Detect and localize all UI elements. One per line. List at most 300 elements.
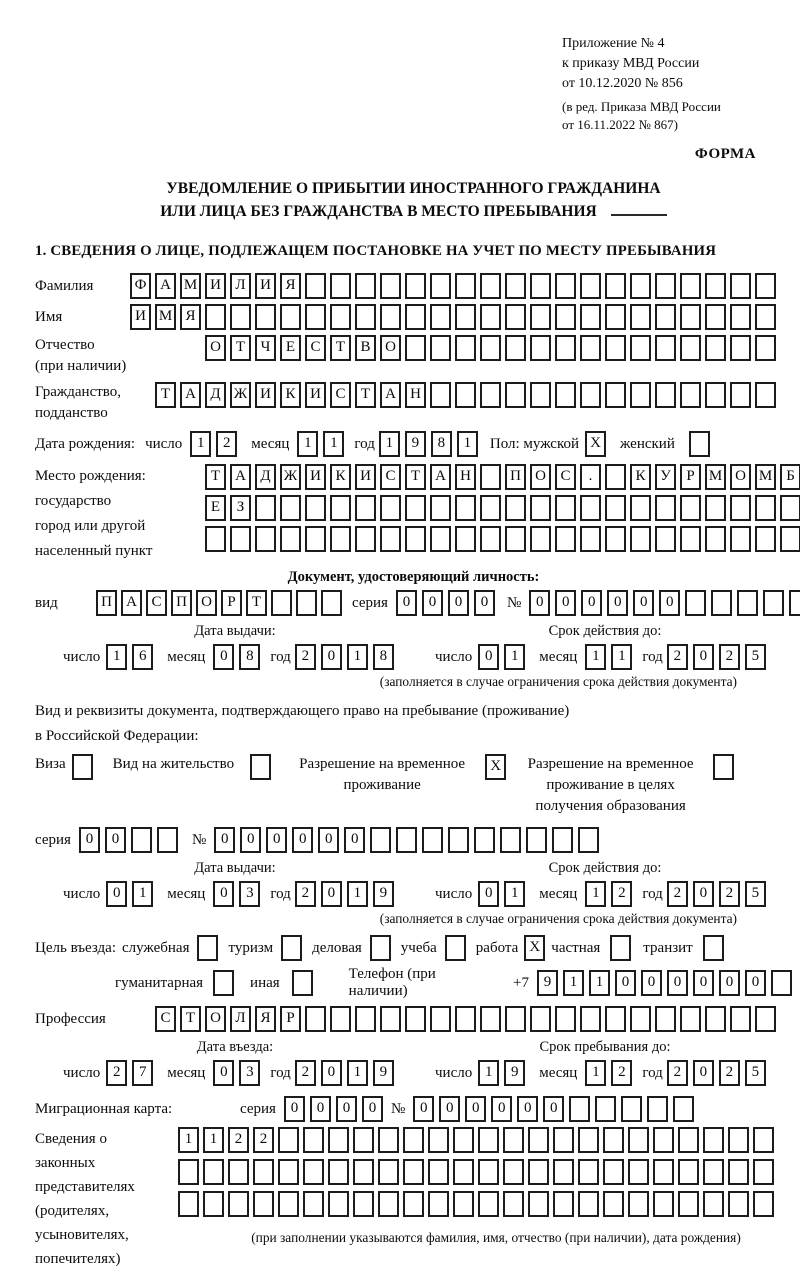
char-cell[interactable] — [680, 335, 701, 361]
char-cell[interactable]: 0 — [439, 1096, 460, 1122]
char-cell[interactable]: И — [255, 382, 276, 408]
char-cell[interactable]: В — [355, 335, 376, 361]
char-cell[interactable]: О — [380, 335, 401, 361]
char-cell[interactable] — [455, 495, 476, 521]
char-cell[interactable]: 2 — [611, 881, 632, 907]
char-cell[interactable] — [278, 1127, 299, 1153]
char-cell[interactable] — [780, 495, 800, 521]
char-cell[interactable] — [730, 1006, 751, 1032]
char-cell[interactable]: 0 — [321, 1060, 342, 1086]
char-cell[interactable]: 0 — [240, 827, 261, 853]
char-cell[interactable] — [255, 495, 276, 521]
char-cell[interactable] — [580, 526, 601, 552]
char-cell[interactable]: Ф — [130, 273, 151, 299]
char-cell[interactable] — [430, 335, 451, 361]
char-cell[interactable]: 9 — [373, 881, 394, 907]
char-cell[interactable] — [500, 827, 521, 853]
char-cell[interactable] — [580, 335, 601, 361]
char-cell[interactable]: 1 — [132, 881, 153, 907]
char-cell[interactable] — [630, 273, 651, 299]
char-cell[interactable]: 2 — [719, 1060, 740, 1086]
char-cell[interactable] — [528, 1191, 549, 1217]
char-cell[interactable] — [305, 495, 326, 521]
char-cell[interactable] — [505, 526, 526, 552]
char-cell[interactable] — [555, 304, 576, 330]
char-cell[interactable] — [621, 1096, 642, 1122]
char-cell[interactable]: 2 — [667, 1060, 688, 1086]
char-cell[interactable] — [405, 273, 426, 299]
char-cell[interactable] — [605, 273, 626, 299]
char-cell[interactable] — [430, 495, 451, 521]
char-cell[interactable]: 5 — [745, 644, 766, 670]
char-cell[interactable]: 1 — [585, 644, 606, 670]
char-cell[interactable]: Я — [255, 1006, 276, 1032]
char-cell[interactable] — [553, 1191, 574, 1217]
char-cell[interactable] — [405, 304, 426, 330]
char-cell[interactable] — [131, 827, 152, 853]
char-cell[interactable] — [228, 1191, 249, 1217]
char-cell[interactable] — [605, 304, 626, 330]
char-cell[interactable] — [655, 335, 676, 361]
char-cell[interactable]: 0 — [581, 590, 602, 616]
char-cell[interactable]: 2 — [719, 881, 740, 907]
char-cell[interactable]: 0 — [344, 827, 365, 853]
char-cell[interactable]: Е — [205, 495, 226, 521]
char-cell[interactable] — [405, 335, 426, 361]
char-cell[interactable] — [505, 304, 526, 330]
char-cell[interactable] — [655, 1006, 676, 1032]
char-cell[interactable]: С — [305, 335, 326, 361]
char-cell[interactable]: Ж — [280, 464, 301, 490]
char-cell[interactable] — [303, 1191, 324, 1217]
char-cell[interactable]: 1 — [297, 431, 318, 457]
char-cell[interactable] — [305, 273, 326, 299]
char-cell[interactable] — [355, 526, 376, 552]
char-cell[interactable] — [680, 495, 701, 521]
char-cell[interactable]: 0 — [213, 881, 234, 907]
char-cell[interactable] — [755, 495, 776, 521]
char-cell[interactable] — [405, 1006, 426, 1032]
char-cell[interactable]: 0 — [745, 970, 766, 996]
char-cell[interactable]: 0 — [413, 1096, 434, 1122]
char-cell[interactable]: 0 — [555, 590, 576, 616]
char-cell[interactable] — [655, 495, 676, 521]
char-cell[interactable] — [630, 382, 651, 408]
char-cell[interactable] — [530, 273, 551, 299]
char-cell[interactable] — [330, 1006, 351, 1032]
char-cell[interactable]: 1 — [563, 970, 584, 996]
char-cell[interactable] — [630, 335, 651, 361]
char-cell[interactable] — [680, 1006, 701, 1032]
char-cell[interactable] — [380, 273, 401, 299]
char-cell[interactable] — [680, 382, 701, 408]
char-cell[interactable] — [430, 526, 451, 552]
char-cell[interactable]: 9 — [373, 1060, 394, 1086]
char-cell[interactable]: . — [580, 464, 601, 490]
char-cell[interactable] — [555, 526, 576, 552]
char-cell[interactable] — [330, 304, 351, 330]
char-cell[interactable]: Т — [355, 382, 376, 408]
char-cell[interactable]: 0 — [266, 827, 287, 853]
char-cell[interactable] — [530, 1006, 551, 1032]
char-cell[interactable]: 2 — [667, 644, 688, 670]
char-cell[interactable] — [230, 526, 251, 552]
char-cell[interactable]: 9 — [405, 431, 426, 457]
char-cell[interactable] — [763, 590, 784, 616]
char-cell[interactable]: 1 — [457, 431, 478, 457]
char-cell[interactable] — [205, 304, 226, 330]
char-cell[interactable] — [630, 526, 651, 552]
char-cell[interactable]: 0 — [543, 1096, 564, 1122]
char-cell[interactable] — [755, 335, 776, 361]
char-cell[interactable]: 1 — [347, 881, 368, 907]
char-cell[interactable] — [353, 1127, 374, 1153]
char-cell[interactable]: 2 — [228, 1127, 249, 1153]
char-cell[interactable]: 2 — [295, 644, 316, 670]
char-cell[interactable] — [380, 495, 401, 521]
char-cell[interactable] — [480, 526, 501, 552]
char-cell[interactable] — [628, 1191, 649, 1217]
char-cell[interactable]: Т — [330, 335, 351, 361]
char-cell[interactable]: Б — [780, 464, 800, 490]
char-cell[interactable] — [305, 304, 326, 330]
char-cell[interactable] — [255, 526, 276, 552]
char-cell[interactable]: С — [380, 464, 401, 490]
char-cell[interactable] — [580, 273, 601, 299]
char-cell[interactable]: Т — [205, 464, 226, 490]
char-cell[interactable]: 0 — [284, 1096, 305, 1122]
char-cell[interactable] — [530, 382, 551, 408]
char-cell[interactable]: М — [180, 273, 201, 299]
char-cell[interactable]: 2 — [667, 881, 688, 907]
char-cell[interactable]: 0 — [607, 590, 628, 616]
char-cell[interactable]: 1 — [347, 1060, 368, 1086]
char-cell[interactable] — [630, 1006, 651, 1032]
char-cell[interactable]: 1 — [190, 431, 211, 457]
char-cell[interactable]: 9 — [504, 1060, 525, 1086]
char-cell[interactable] — [630, 495, 651, 521]
char-cell[interactable] — [580, 1006, 601, 1032]
char-cell[interactable] — [503, 1127, 524, 1153]
char-cell[interactable] — [396, 827, 417, 853]
char-cell[interactable] — [780, 526, 800, 552]
char-cell[interactable] — [455, 382, 476, 408]
char-cell[interactable]: З — [230, 495, 251, 521]
char-cell[interactable] — [678, 1127, 699, 1153]
char-cell[interactable]: Д — [205, 382, 226, 408]
char-cell[interactable] — [422, 827, 443, 853]
char-cell[interactable]: Ч — [255, 335, 276, 361]
char-cell[interactable]: 2 — [295, 881, 316, 907]
char-cell[interactable] — [278, 1191, 299, 1217]
char-cell[interactable] — [428, 1127, 449, 1153]
char-cell[interactable] — [328, 1191, 349, 1217]
char-cell[interactable]: 0 — [448, 590, 469, 616]
char-cell[interactable] — [505, 495, 526, 521]
char-cell[interactable]: 0 — [667, 970, 688, 996]
char-cell[interactable] — [253, 1191, 274, 1217]
char-cell[interactable] — [680, 273, 701, 299]
checkbox-temp-residence[interactable]: X — [485, 754, 506, 780]
char-cell[interactable]: М — [705, 464, 726, 490]
char-cell[interactable] — [789, 590, 800, 616]
char-cell[interactable]: 8 — [373, 644, 394, 670]
char-cell[interactable] — [330, 526, 351, 552]
char-cell[interactable] — [403, 1127, 424, 1153]
char-cell[interactable] — [480, 273, 501, 299]
char-cell[interactable]: 1 — [203, 1127, 224, 1153]
char-cell[interactable] — [280, 304, 301, 330]
char-cell[interactable] — [530, 304, 551, 330]
char-cell[interactable] — [555, 1006, 576, 1032]
char-cell[interactable]: 2 — [216, 431, 237, 457]
char-cell[interactable] — [528, 1127, 549, 1153]
char-cell[interactable]: 0 — [214, 827, 235, 853]
char-cell[interactable]: Р — [280, 1006, 301, 1032]
char-cell[interactable] — [580, 382, 601, 408]
char-cell[interactable] — [655, 382, 676, 408]
char-cell[interactable] — [628, 1127, 649, 1153]
char-cell[interactable]: И — [305, 382, 326, 408]
char-cell[interactable]: 0 — [465, 1096, 486, 1122]
char-cell[interactable] — [703, 1191, 724, 1217]
char-cell[interactable]: Ж — [230, 382, 251, 408]
char-cell[interactable] — [730, 382, 751, 408]
char-cell[interactable] — [578, 827, 599, 853]
char-cell[interactable]: 5 — [745, 1060, 766, 1086]
char-cell[interactable]: С — [155, 1006, 176, 1032]
char-cell[interactable]: К — [280, 382, 301, 408]
char-cell[interactable] — [755, 382, 776, 408]
char-cell[interactable] — [303, 1127, 324, 1153]
char-cell[interactable]: 0 — [693, 644, 714, 670]
char-cell[interactable] — [595, 1096, 616, 1122]
char-cell[interactable]: 0 — [321, 644, 342, 670]
char-cell[interactable]: И — [355, 464, 376, 490]
char-cell[interactable] — [705, 382, 726, 408]
char-cell[interactable]: 1 — [589, 970, 610, 996]
char-cell[interactable] — [321, 590, 342, 616]
char-cell[interactable] — [448, 827, 469, 853]
char-cell[interactable] — [455, 304, 476, 330]
char-cell[interactable]: 0 — [79, 827, 100, 853]
char-cell[interactable]: 8 — [431, 431, 452, 457]
char-cell[interactable]: 0 — [478, 881, 499, 907]
char-cell[interactable] — [730, 495, 751, 521]
char-cell[interactable] — [705, 495, 726, 521]
char-cell[interactable] — [755, 273, 776, 299]
char-cell[interactable]: М — [155, 304, 176, 330]
char-cell[interactable]: 0 — [474, 590, 495, 616]
char-cell[interactable]: 3 — [239, 881, 260, 907]
char-cell[interactable]: 0 — [659, 590, 680, 616]
char-cell[interactable]: 0 — [422, 590, 443, 616]
char-cell[interactable]: А — [380, 382, 401, 408]
char-cell[interactable] — [653, 1191, 674, 1217]
char-cell[interactable]: А — [155, 273, 176, 299]
char-cell[interactable] — [505, 273, 526, 299]
char-cell[interactable]: 1 — [347, 644, 368, 670]
char-cell[interactable]: 3 — [239, 1060, 260, 1086]
char-cell[interactable] — [526, 827, 547, 853]
char-cell[interactable]: 2 — [253, 1127, 274, 1153]
char-cell[interactable]: 1 — [585, 1060, 606, 1086]
char-cell[interactable] — [673, 1096, 694, 1122]
char-cell[interactable]: 0 — [396, 590, 417, 616]
char-cell[interactable]: Н — [455, 464, 476, 490]
char-cell[interactable] — [730, 526, 751, 552]
char-cell[interactable] — [480, 495, 501, 521]
char-cell[interactable] — [478, 1191, 499, 1217]
char-cell[interactable] — [370, 827, 391, 853]
char-cell[interactable] — [685, 590, 706, 616]
char-cell[interactable]: П — [171, 590, 192, 616]
char-cell[interactable] — [605, 1006, 626, 1032]
char-cell[interactable] — [474, 827, 495, 853]
char-cell[interactable] — [453, 1127, 474, 1153]
char-cell[interactable] — [296, 590, 317, 616]
char-cell[interactable]: 7 — [132, 1060, 153, 1086]
char-cell[interactable]: 1 — [478, 1060, 499, 1086]
char-cell[interactable] — [530, 495, 551, 521]
char-cell[interactable] — [730, 335, 751, 361]
char-cell[interactable]: 0 — [641, 970, 662, 996]
char-cell[interactable]: 1 — [178, 1127, 199, 1153]
char-cell[interactable] — [455, 1006, 476, 1032]
checkbox-gumanitarnaya[interactable] — [213, 970, 234, 996]
char-cell[interactable] — [355, 495, 376, 521]
char-cell[interactable] — [455, 526, 476, 552]
char-cell[interactable]: И — [130, 304, 151, 330]
char-cell[interactable] — [553, 1127, 574, 1153]
char-cell[interactable]: П — [96, 590, 117, 616]
char-cell[interactable]: 2 — [719, 644, 740, 670]
char-cell[interactable]: О — [730, 464, 751, 490]
char-cell[interactable]: 2 — [106, 1060, 127, 1086]
char-cell[interactable] — [480, 304, 501, 330]
char-cell[interactable] — [755, 1006, 776, 1032]
char-cell[interactable] — [355, 304, 376, 330]
char-cell[interactable]: С — [146, 590, 167, 616]
char-cell[interactable] — [453, 1191, 474, 1217]
char-cell[interactable] — [355, 273, 376, 299]
char-cell[interactable]: 0 — [292, 827, 313, 853]
char-cell[interactable] — [355, 1006, 376, 1032]
checkbox-edu-residence[interactable] — [713, 754, 734, 780]
char-cell[interactable]: Т — [180, 1006, 201, 1032]
char-cell[interactable] — [605, 464, 626, 490]
char-cell[interactable]: О — [205, 335, 226, 361]
char-cell[interactable] — [505, 382, 526, 408]
checkbox-female[interactable] — [689, 431, 710, 457]
char-cell[interactable]: 0 — [719, 970, 740, 996]
checkbox-inaya[interactable] — [292, 970, 313, 996]
char-cell[interactable] — [555, 273, 576, 299]
char-cell[interactable] — [378, 1127, 399, 1153]
char-cell[interactable] — [552, 827, 573, 853]
char-cell[interactable] — [280, 526, 301, 552]
char-cell[interactable]: Р — [221, 590, 242, 616]
char-cell[interactable]: 0 — [491, 1096, 512, 1122]
char-cell[interactable] — [755, 304, 776, 330]
char-cell[interactable]: 6 — [132, 644, 153, 670]
char-cell[interactable] — [580, 495, 601, 521]
checkbox-rabota[interactable]: X — [524, 935, 545, 961]
char-cell[interactable] — [430, 273, 451, 299]
char-cell[interactable] — [255, 304, 276, 330]
char-cell[interactable]: 0 — [336, 1096, 357, 1122]
char-cell[interactable] — [530, 335, 551, 361]
char-cell[interactable]: 0 — [105, 827, 126, 853]
char-cell[interactable] — [569, 1096, 590, 1122]
char-cell[interactable] — [605, 495, 626, 521]
char-cell[interactable] — [380, 526, 401, 552]
char-cell[interactable] — [405, 495, 426, 521]
char-cell[interactable] — [555, 495, 576, 521]
char-cell[interactable]: С — [330, 382, 351, 408]
char-cell[interactable] — [655, 273, 676, 299]
char-cell[interactable] — [157, 827, 178, 853]
checkbox-tranzit[interactable] — [703, 935, 724, 961]
checkbox-delovaya[interactable] — [370, 935, 391, 961]
char-cell[interactable] — [205, 526, 226, 552]
char-cell[interactable]: Л — [230, 273, 251, 299]
char-cell[interactable]: 0 — [362, 1096, 383, 1122]
char-cell[interactable]: 1 — [504, 644, 525, 670]
char-cell[interactable] — [705, 304, 726, 330]
char-cell[interactable]: 0 — [633, 590, 654, 616]
char-cell[interactable]: А — [121, 590, 142, 616]
char-cell[interactable] — [730, 273, 751, 299]
char-cell[interactable] — [330, 495, 351, 521]
char-cell[interactable]: И — [205, 273, 226, 299]
char-cell[interactable]: 1 — [611, 644, 632, 670]
char-cell[interactable] — [555, 382, 576, 408]
char-cell[interactable] — [647, 1096, 668, 1122]
char-cell[interactable]: Н — [405, 382, 426, 408]
char-cell[interactable] — [480, 464, 501, 490]
char-cell[interactable] — [653, 1127, 674, 1153]
char-cell[interactable] — [580, 304, 601, 330]
char-cell[interactable] — [578, 1191, 599, 1217]
char-cell[interactable] — [480, 1006, 501, 1032]
char-cell[interactable]: 0 — [213, 644, 234, 670]
char-cell[interactable]: 1 — [106, 644, 127, 670]
checkbox-sluzhebnaya[interactable] — [197, 935, 218, 961]
char-cell[interactable] — [680, 526, 701, 552]
checkbox-chastnaya[interactable] — [610, 935, 631, 961]
char-cell[interactable]: О — [205, 1006, 226, 1032]
char-cell[interactable] — [505, 1006, 526, 1032]
char-cell[interactable] — [603, 1191, 624, 1217]
char-cell[interactable]: Л — [230, 1006, 251, 1032]
char-cell[interactable]: 0 — [529, 590, 550, 616]
char-cell[interactable]: И — [255, 273, 276, 299]
char-cell[interactable] — [455, 273, 476, 299]
char-cell[interactable] — [605, 526, 626, 552]
char-cell[interactable] — [630, 304, 651, 330]
checkbox-residence-permit[interactable] — [250, 754, 271, 780]
char-cell[interactable]: 0 — [478, 644, 499, 670]
char-cell[interactable]: Т — [155, 382, 176, 408]
char-cell[interactable]: С — [555, 464, 576, 490]
char-cell[interactable] — [603, 1127, 624, 1153]
char-cell[interactable] — [480, 382, 501, 408]
char-cell[interactable]: 0 — [321, 881, 342, 907]
char-cell[interactable]: 8 — [239, 644, 260, 670]
char-cell[interactable] — [478, 1127, 499, 1153]
char-cell[interactable] — [328, 1127, 349, 1153]
